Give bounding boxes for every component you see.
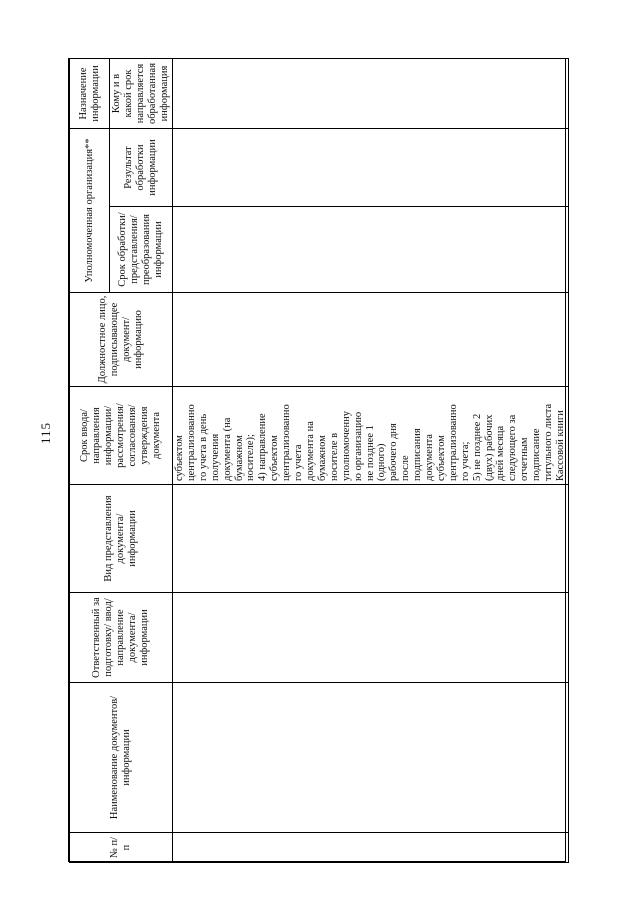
header-deadline: Срок ввода/ направления информации/ рассмотрения/ согласования/ утверждения документа [70, 387, 173, 485]
header-responsible: Ответственный за подготовку/ ввод/ направление документа/ информации [70, 593, 173, 683]
cell-name [173, 683, 569, 833]
deadline-line: централизованно [281, 404, 293, 481]
header-purpose: Назначение информации [70, 59, 110, 129]
cell-purpose [173, 59, 569, 129]
page-number: 115 [38, 421, 53, 444]
deadline-line: дней месяца [495, 425, 507, 481]
deadline-line: документа [424, 434, 436, 481]
cell-responsible [173, 593, 569, 683]
deadline-line: го учета; [459, 441, 471, 481]
deadline-line: рабочего дня [388, 423, 400, 481]
deadline-line: после [400, 455, 412, 481]
header-official: Должностное лицо, подписывающее документ/ информацию [70, 293, 173, 387]
deadline-line: централизованно [185, 404, 197, 481]
documents-table [69, 58, 569, 863]
deadline-line: субъектом [269, 435, 281, 481]
cell-view [173, 485, 569, 593]
deadline-line: уполномоченну [340, 411, 352, 481]
cell-official [173, 293, 569, 387]
header-view: Вид представления документа/ информации [70, 485, 173, 593]
cell-org-result [173, 129, 569, 207]
deadline-line: (двух) рабочих [483, 414, 495, 481]
deadline-line: документа на [304, 421, 316, 481]
deadline-line: субъектом [174, 435, 185, 481]
deadline-line: го учета в день [197, 413, 209, 481]
deadline-line: ю организацию [352, 411, 364, 481]
cell-deadline [173, 387, 569, 485]
cell-number [173, 833, 569, 863]
deadline-line: субъектом [435, 435, 447, 481]
deadline-line: подписание [531, 428, 543, 481]
deadline-line: отчетным [519, 437, 531, 481]
deadline-line: следующего за [507, 414, 519, 481]
deadline-line: 4) направление [257, 413, 269, 481]
rotated-table-container [69, 59, 567, 863]
deadline-line: (одного) [376, 443, 388, 481]
cell-org-deadline [173, 207, 569, 293]
deadline-line: получения [209, 433, 221, 481]
header-purpose-sub: Кому и в какой срок направляется обработанная информация [110, 59, 173, 129]
header-name: Наименование документов/информации [70, 683, 173, 833]
deadline-line: носителе); [245, 434, 257, 481]
deadline-line: централизованно [447, 404, 459, 481]
deadline-line: го учета [293, 444, 305, 481]
deadline-line: титульного листа [543, 403, 555, 481]
header-number: № п/п [70, 833, 173, 863]
deadline-line: подписания [412, 428, 424, 481]
deadline-line: Кассовой книги [555, 410, 566, 481]
header-org-result: Результат обработки информации [110, 129, 173, 207]
deadline-line: 5) не позднее 2 [471, 413, 483, 481]
deadline-line: бумажном [316, 435, 328, 481]
header-org-deadline: Срок обработки/ представления/ преобразования информации [110, 207, 173, 293]
deadline-line: бумажном [233, 435, 245, 481]
table-row [173, 59, 569, 863]
deadline-line: не позднее 1 [364, 425, 376, 481]
document-table-frame [68, 58, 566, 862]
deadline-text [174, 390, 567, 481]
header-org: Уполномоченная организация** [70, 129, 110, 293]
deadline-line: носителе в [328, 432, 340, 481]
deadline-line: документа (на [221, 417, 233, 481]
